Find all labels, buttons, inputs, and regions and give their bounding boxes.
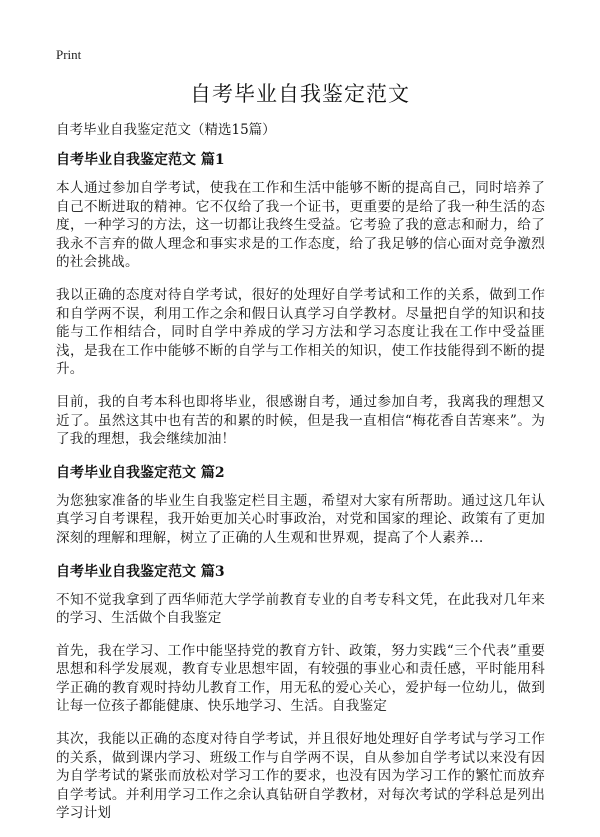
paragraph: 我以正确的态度对待自学考试，很好的处理好自学考试和工作的关系，做到工作和自学两不误，利用工作之余和假日认真学习自学教材。尽量把自学的知识和技能与工作相结合，同时自学中养成的学习方法和学习态度让我在工作中受益匪浅，是我在工作中能够不断的自学与工作相关的知识，使工作技能得到不断的提升。 <box>56 286 545 378</box>
paragraph: 其次，我能以正确的态度对待自学考试，并且很好地处理好自学考试与学习工作的关系，做到课内学习、班级工作与自学两不误，自从参加自学考试以来没有因为自学考试的紧张而放松对学习工作的要求，也没有因为学习工作的繁忙而放弃自学考试。并利用学习工作之余认真钻研自学教材，对每次考试的学科总是列出学习计划 <box>56 731 545 822</box>
paragraph: 本人通过参加自学考试，使我在工作和生活中能够不断的提高自己，同时培养了自己不断进取的精神。它不仅给了我一个证书，更重要的是给了我一种生活的态度，一种学习的方法，这一切都让我终生受益。它考验了我的意志和耐力，给了我永不言弃的做人理念和事实求是的工作态度，给了我足够的信心面对竞争激烈的社会挑战。 <box>56 180 545 271</box>
print-link[interactable]: Print <box>56 47 82 62</box>
paragraph: 首先，我在学习、工作中能坚持党的教育方针、政策，努力实践“三个代表”重要思想和科学发展观，教育专业思想牢固，有较强的事业心和责任感，平时能用科学正确的教育观时持幼儿教育工作，用无私的爱心关心，爱护每一位幼儿，做到让每一位孩子都能健康、快乐地学习、生活。自我鉴定 <box>56 642 545 715</box>
paragraph: 目前，我的自考本科也即将毕业，很感谢自考，通过参加自考，我离我的理想又近了。虽然这其中也有苦的和累的时候，但是我一直相信“梅花香自苦寒来”。为了我的理想，我会继续加油！ <box>56 393 545 448</box>
paragraph: 为您独家准备的毕业生自我鉴定栏目主题，希望对大家有所帮助。通过这几年认真学习自考课程，我开始更加关心时事政治，对党和国家的理论、政策有了更加深刻的理解和理解，树立了正确的人生观和世界观，提高了个人素养… <box>56 492 545 546</box>
article-body <box>56 150 545 837</box>
section-heading: 自考毕业自我鉴定范文 篇1 <box>56 152 225 168</box>
section-heading: 自考毕业自我鉴定范文 篇3 <box>56 563 225 580</box>
section-heading: 自考毕业自我鉴定范文 篇2 <box>56 464 225 481</box>
section-1 <box>56 150 545 449</box>
paragraph: 不知不觉我拿到了西华师范大学学前教育专业的自考专科文凭，在此我对几年来的学习、生活做个自我鉴定 <box>56 591 545 627</box>
section-3 <box>56 562 545 824</box>
page-title: 自考毕业自我鉴定范文 <box>190 82 410 106</box>
page-subtitle: 自考毕业自我鉴定范文（精选15篇） <box>56 122 276 138</box>
section-2 <box>56 463 545 548</box>
